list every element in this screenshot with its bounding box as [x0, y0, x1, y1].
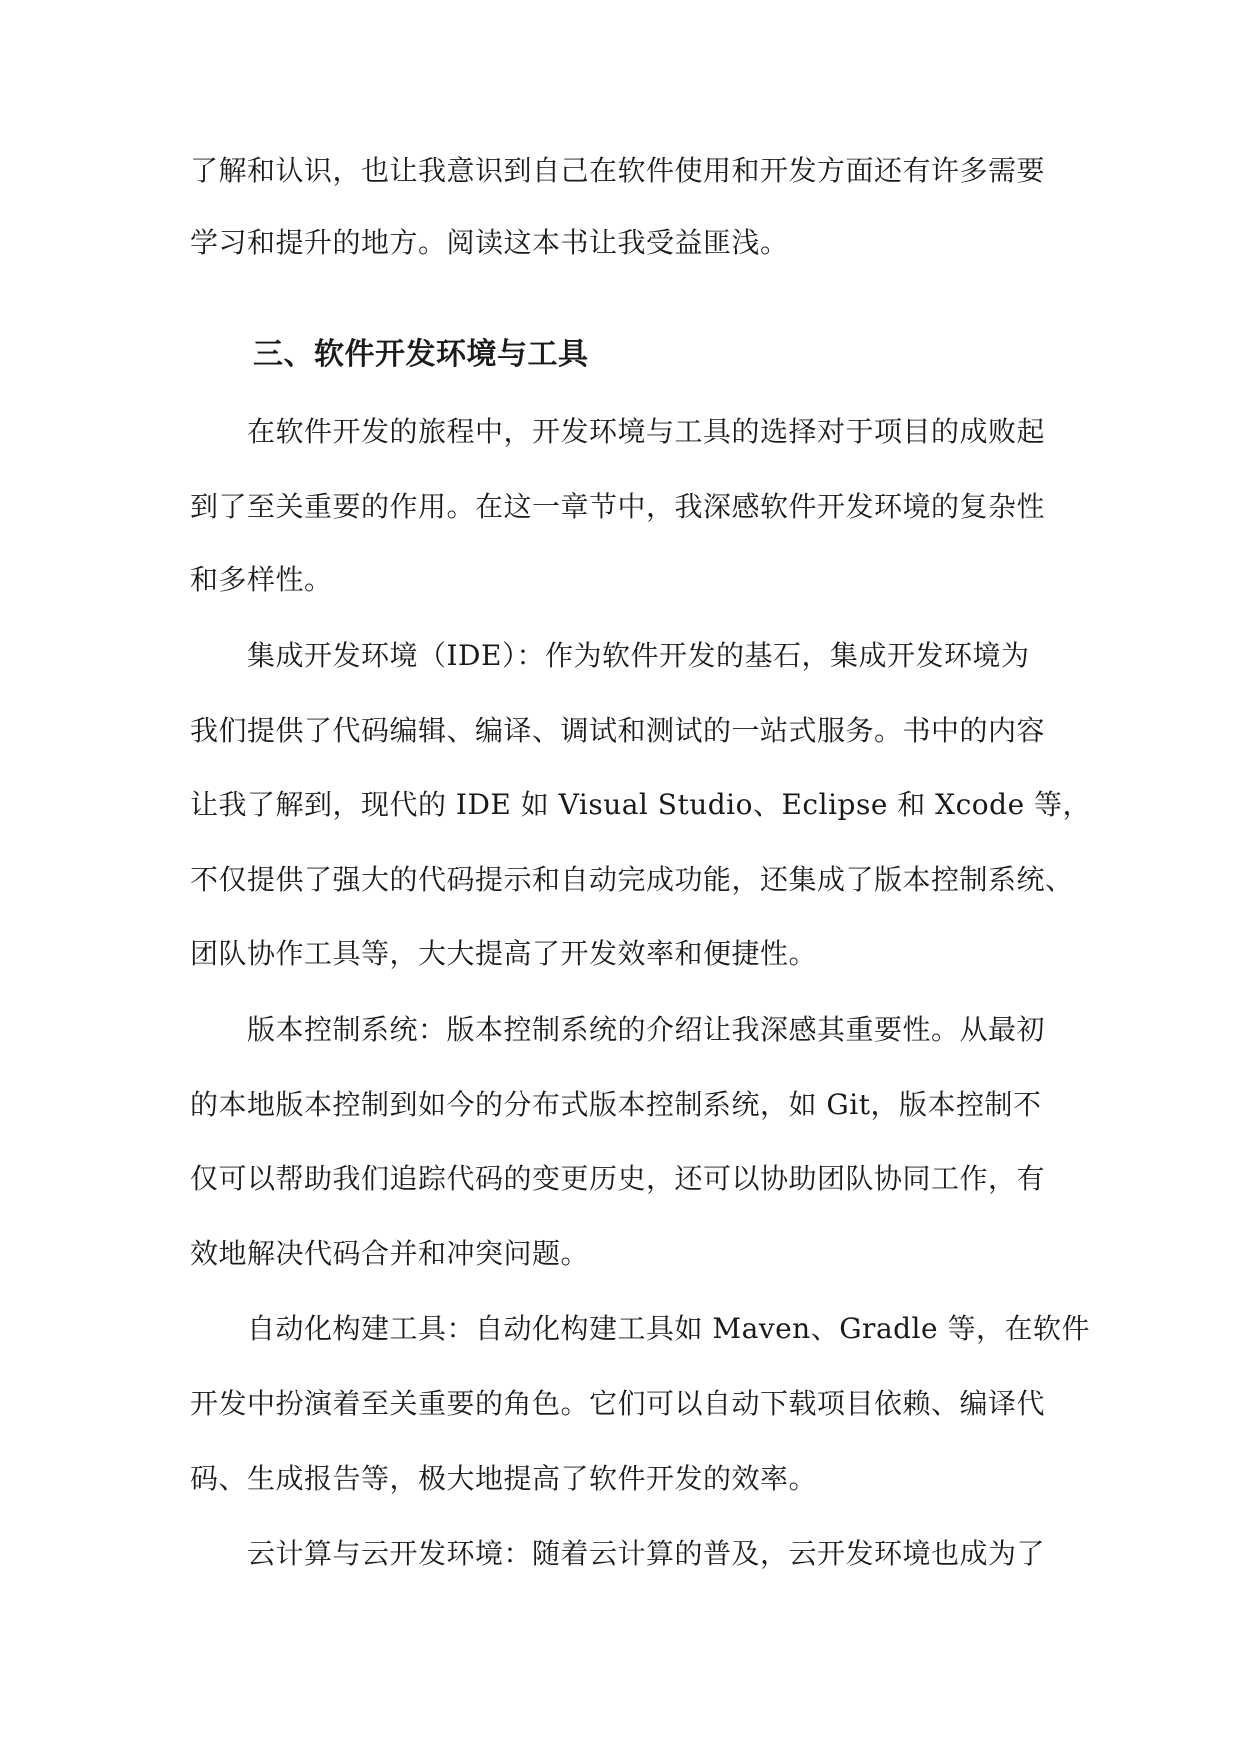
- text-line: 让我了解到，现代的 IDE 如 Visual Studio、Eclipse 和 Xcode 等，: [190, 788, 1092, 821]
- text-line: 不仅提供了强大的代码提示和自动完成功能，还集成了版本控制系统、: [190, 863, 1074, 896]
- text-line: 码、生成报告等，极大地提高了软件开发的效率。: [190, 1462, 818, 1495]
- text-line: 团队协作工具等，大大提高了开发效率和便捷性。: [190, 937, 818, 970]
- text-line: 到了至关重要的作用。在这一章节中，我深感软件开发环境的复杂性: [190, 490, 1046, 523]
- section-heading: 三、软件开发环境与工具: [253, 337, 589, 372]
- text-line: 我们提供了代码编辑、编译、调试和测试的一站式服务。书中的内容: [190, 714, 1046, 747]
- text-line: 自动化构建工具：自动化构建工具如 Maven、Gradle 等，在软件: [247, 1312, 1090, 1345]
- text-line: 效地解决代码合并和冲突问题。: [190, 1237, 590, 1270]
- text-line: 和多样性。: [190, 563, 333, 596]
- text-line: 仅可以帮助我们追踪代码的变更历史，还可以协助团队协同工作，有: [190, 1162, 1046, 1195]
- text-line: 学习和提升的地方。阅读这本书让我受益匪浅。: [190, 226, 789, 259]
- text-line: 在软件开发的旅程中，开发环境与工具的选择对于项目的成败起: [247, 415, 1046, 448]
- text-line: 的本地版本控制到如今的分布式版本控制系统，如 Git，版本控制不: [190, 1088, 1042, 1121]
- text-line: 版本控制系统：版本控制系统的介绍让我深感其重要性。从最初: [247, 1013, 1046, 1046]
- text-line: 集成开发环境（IDE）：作为软件开发的基石，集成开发环境为: [247, 639, 1030, 672]
- text-line: 云计算与云开发环境：随着云计算的普及，云开发环境也成为了: [247, 1537, 1046, 1570]
- text-line: 了解和认识，也让我意识到自己在软件使用和开发方面还有许多需要: [190, 154, 1046, 187]
- text-line: 开发中扮演着至关重要的角色。它们可以自动下载项目依赖、编译代: [190, 1387, 1046, 1420]
